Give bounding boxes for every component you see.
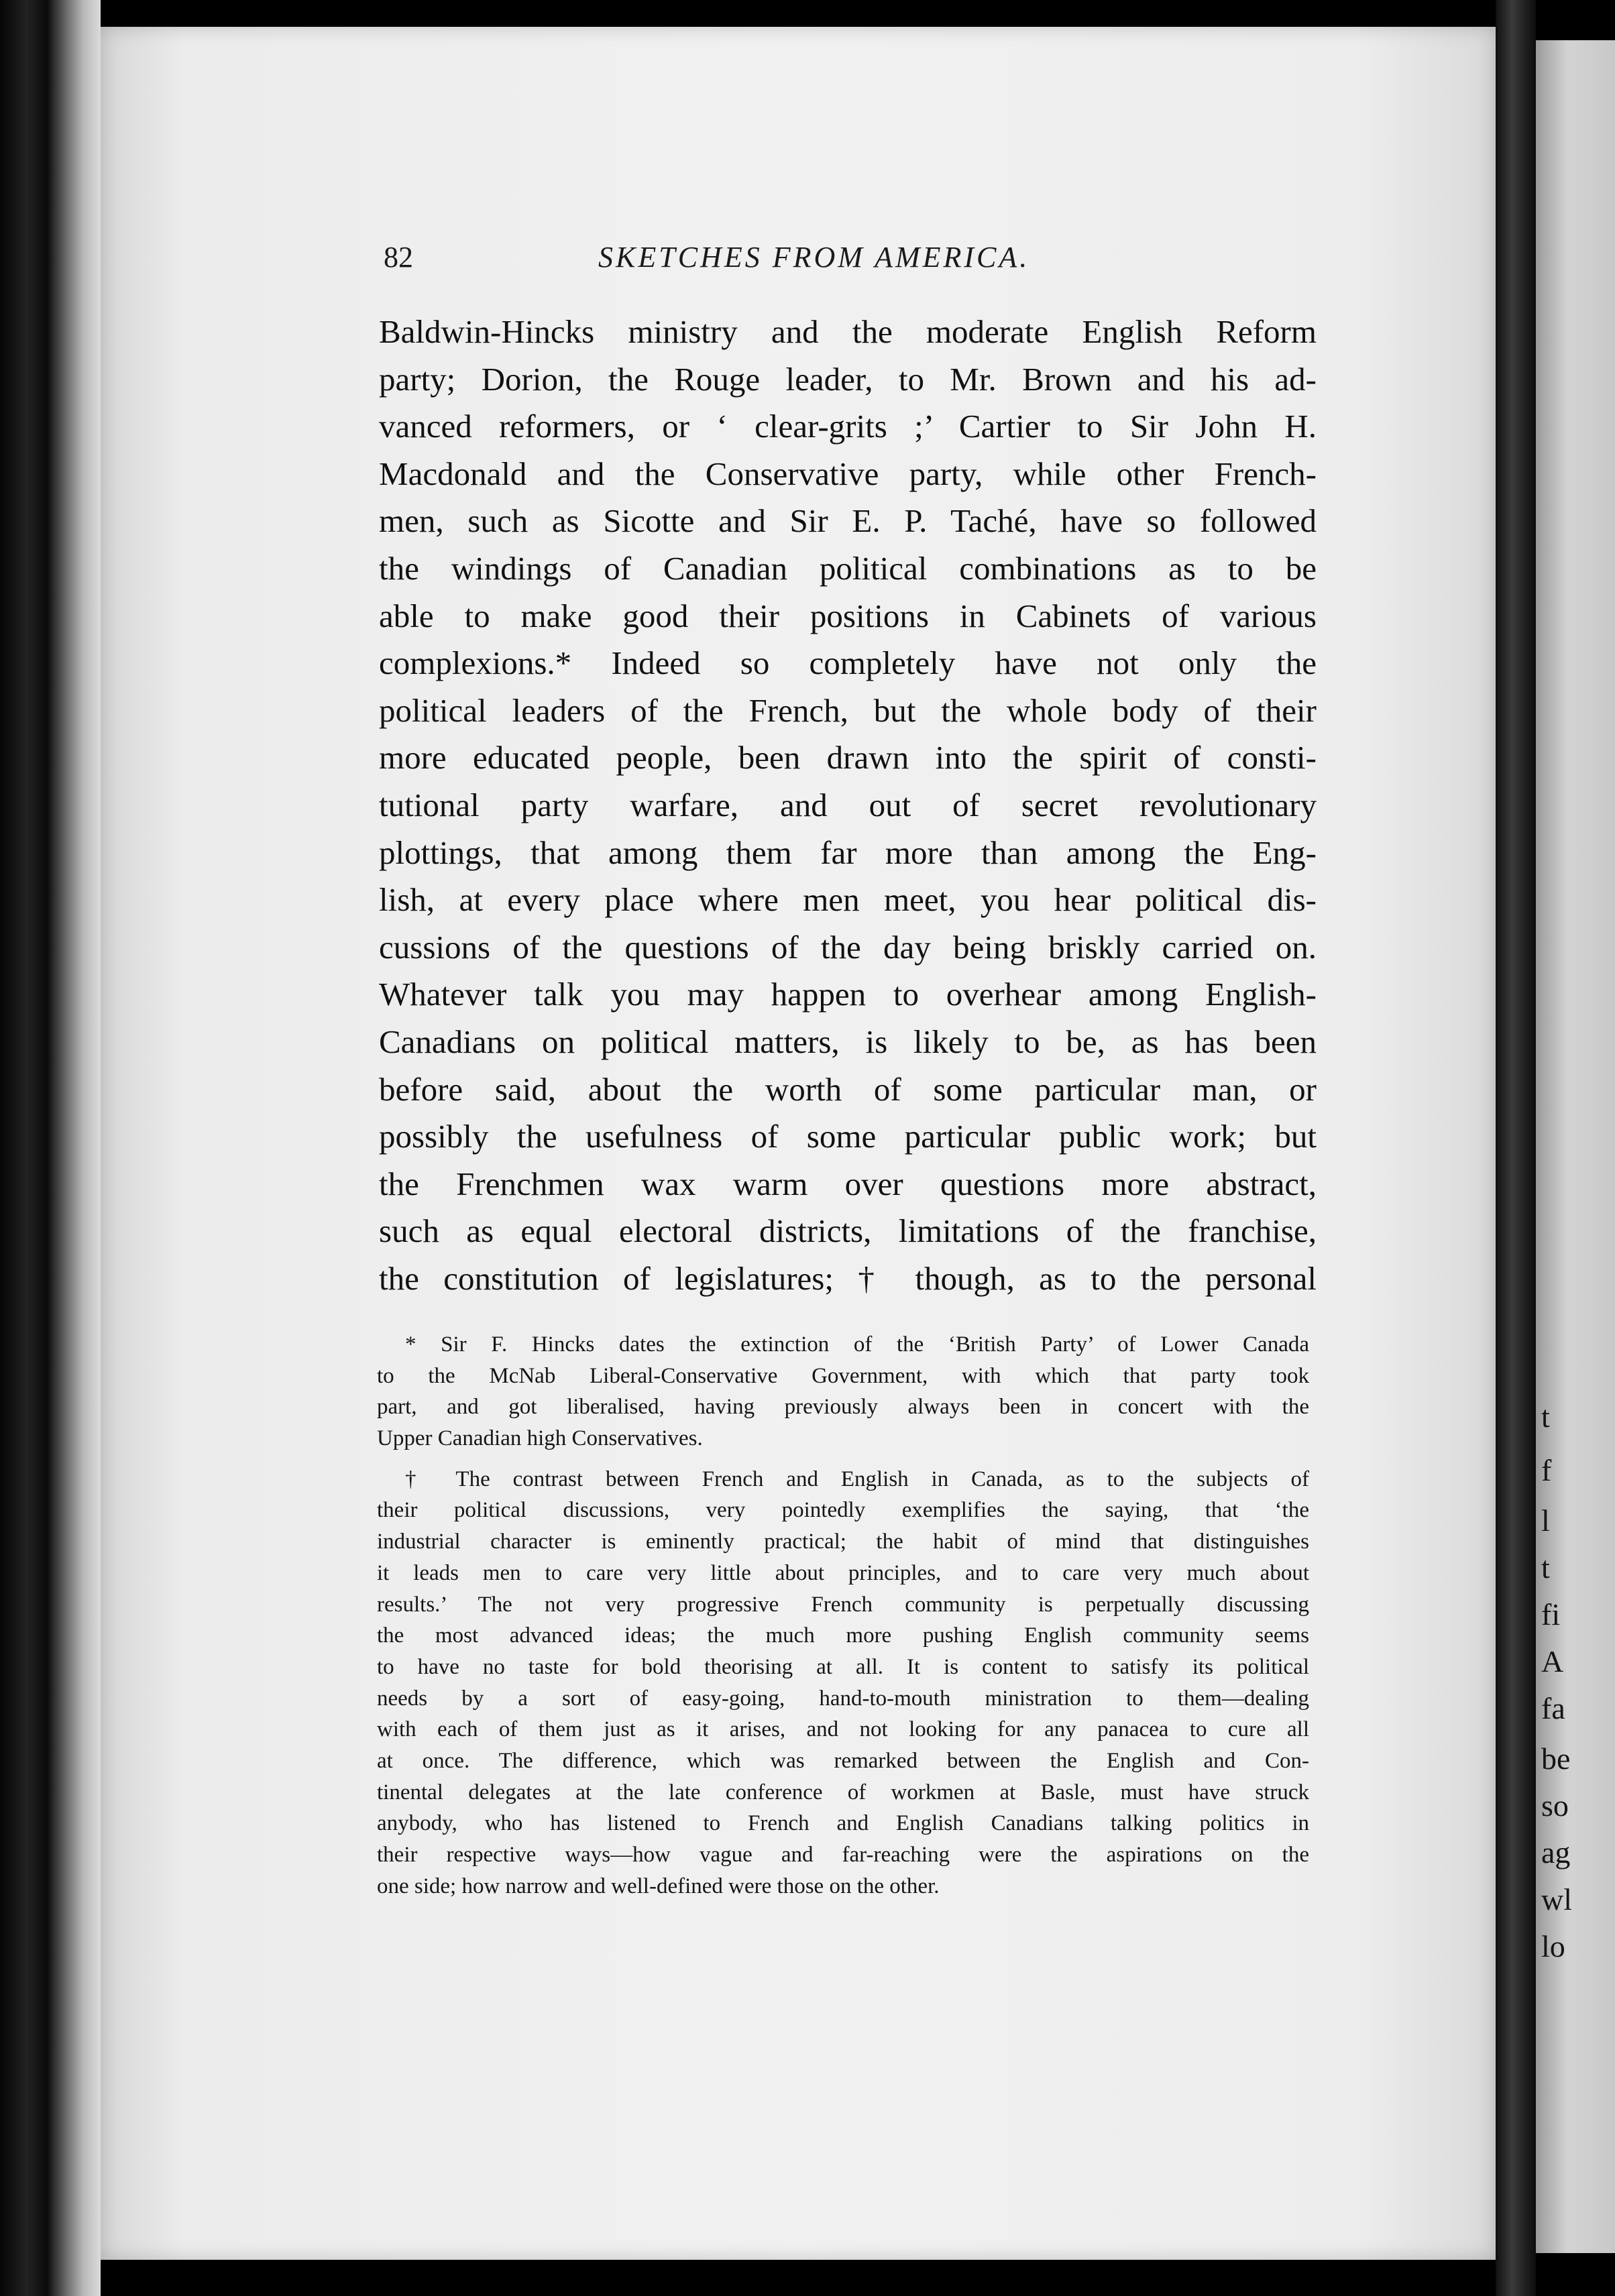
facing-page-fragment: ag [1541,1835,1571,1870]
text-line: Whatever talk you may happen to overhear among English- [379,976,1317,1013]
footnote-1-line: to the McNab Liberal-Conservative Government, with which that party took [377,1363,1309,1388]
book-left-edge [0,0,101,2296]
text-line: plottings, that among them far more than among the Eng- [379,834,1317,871]
text-line: the windings of Canadian political combinations as to be [379,549,1317,587]
facing-page-fragment: fa [1541,1691,1565,1725]
text-line: such as equal electoral districts, limitations of the franchise, [379,1212,1317,1250]
facing-page-fragment: A [1541,1644,1564,1678]
footnote-2-line: anybody, who has listened to French and English Canadians talking politics in [377,1811,1309,1836]
text-line: cussions of the questions of the day being briskly carried on. [379,928,1317,966]
running-head: SKETCHES FROM AMERICA. [598,241,1030,274]
text-line: complexions.* Indeed so completely have not only the [379,644,1317,682]
footnotes [377,1329,1309,1902]
footnote-2-line: results.’ The not very progressive French community is perpetually discussing [377,1592,1309,1617]
facing-page-fragment: f [1541,1453,1552,1487]
footnote-2-line: one side; how narrow and well-defined were those on the other. [377,1874,940,1898]
text-line: men, such as Sicotte and Sir E. P. Taché, have so followed [379,502,1317,540]
facing-page-fragment: be [1541,1741,1571,1776]
text-line: political leaders of the French, but the whole body of their [379,691,1317,729]
text-line: before said, about the worth of some particular man, or [379,1070,1317,1108]
text-line: party; Dorion, the Rouge leader, to Mr. Brown and his ad- [379,360,1317,398]
footnote-2-line: their political discussions, very pointedly exemplifies the saying, that ‘the [377,1498,1309,1523]
page-header [384,240,1329,280]
page-number: 82 [384,241,413,274]
footnote-2-line: with each of them just as it arises, and not looking for any panacea to cure all [377,1717,1309,1742]
footnote-2-line: † The contrast between French and English in Canada, as to the subjects of [405,1467,1309,1491]
footnote-separator [377,1454,1309,1464]
text-line: the constitution of legislatures; † though, as to the personal [379,1259,1317,1297]
footnote-2-line: the most advanced ideas; the much more pushing English community seems [377,1623,1309,1648]
facing-page-fragment: fi [1541,1597,1561,1631]
facing-page-fragment: t [1541,1550,1550,1585]
footnote-1-line: * Sir F. Hincks dates the extinction of the ‘British Party’ of Lower Canada [405,1332,1309,1357]
text-line: Canadians on political matters, is likely to be, as has been [379,1023,1317,1060]
text-line: vanced reformers, or ‘ clear-grits ;’ Cartier to Sir John H. [379,408,1317,445]
text-line: possibly the usefulness of some particular public work; but [379,1118,1317,1155]
text-line: the Frenchmen wax warm over questions more abstract, [379,1165,1317,1202]
footnote-1-line: part, and got liberalised, having previously always been in concert with the [377,1395,1309,1420]
facing-page-fragment: t [1541,1399,1550,1434]
footnote-2-line: industrial character is eminently practical; the habit of mind that distinguishes [377,1530,1309,1554]
facing-page-fragment: l [1541,1503,1550,1538]
text-line: Baldwin-Hincks ministry and the moderate English Reform [379,313,1317,350]
facing-page-fragment: wl [1541,1882,1572,1916]
text-line: Macdonald and the Conservative party, while other French- [379,455,1317,492]
facing-page-fragment: so [1541,1788,1569,1823]
facing-page-edge [1536,40,1615,2253]
text-line: lish, at every place where men meet, you hear political dis- [379,881,1317,919]
book-spine-gutter [1496,0,1536,2296]
text-line: able to make good their positions in Cabinets of various [379,597,1317,634]
footnote-2-line: tinental delegates at the late conference of workmen at Basle, must have struck [377,1780,1309,1804]
footnote-2-line: at once. The difference, which was remarked between the English and Con- [377,1748,1309,1773]
footnote-2-line: their respective ways—how vague and far-reaching were the aspirations on the [377,1843,1309,1867]
footnote-2-line: it leads men to care very little about principles, and to care very much about [377,1560,1309,1585]
text-line: more educated people, been drawn into the spirit of consti- [379,739,1317,777]
footnote-2-line: to have no taste for bold theorising at all. It is content to satisfy its political [377,1654,1309,1679]
footnote-2-line: needs by a sort of easy-going, hand-to-mouth ministration to them—dealing [377,1686,1309,1711]
body-text [379,308,1317,1302]
text-line: tutional party warfare, and out of secret revolutionary [379,786,1317,823]
facing-page-fragment: lo [1541,1929,1565,1963]
footnote-1-line: Upper Canadian high Conservatives. [377,1426,703,1451]
